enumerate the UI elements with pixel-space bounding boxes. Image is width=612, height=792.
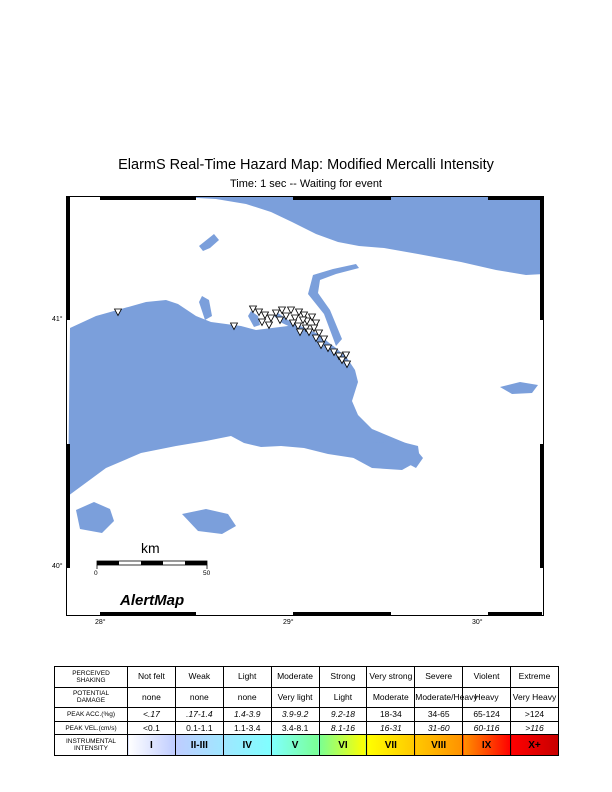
- legend-cell: Moderate: [271, 667, 319, 688]
- legend-cell: 31-60: [415, 721, 463, 735]
- legend-cell: 0.1-1.1: [175, 721, 223, 735]
- map-title: ElarmS Real-Time Hazard Map: Modified Mercalli Intensity: [118, 157, 494, 173]
- alertmap-logo: AlertMap: [120, 592, 185, 609]
- legend-cell: 1.1-3.4: [223, 721, 271, 735]
- legend-cell: Light: [319, 687, 367, 708]
- legend-cell: 8.1-16: [319, 721, 367, 735]
- legend-cell: <.17: [128, 708, 176, 722]
- legend-cell: Light: [223, 667, 271, 688]
- scale-max-label: 50: [203, 570, 211, 577]
- legend-header-damage: POTENTIAL DAMAGE: [55, 687, 128, 708]
- legend-row-acc: [55, 708, 559, 722]
- legend-cell: Moderate: [367, 687, 415, 708]
- legend-cell: Moderate/Heavy: [415, 687, 463, 708]
- legend-row-intensity: [55, 735, 559, 756]
- legend-cell: Extreme: [511, 667, 559, 688]
- intensity-cell: VI: [319, 735, 367, 756]
- scale-min-label: 0: [94, 570, 98, 577]
- legend-cell: <0.1: [128, 721, 176, 735]
- legend-cell: 34-65: [415, 708, 463, 722]
- legend-cell: none: [175, 687, 223, 708]
- legend-cell: >116: [511, 721, 559, 735]
- legend-cell: Violent: [463, 667, 511, 688]
- legend-row-vel: [55, 721, 559, 735]
- legend-cell: Weak: [175, 667, 223, 688]
- legend-cell: Not felt: [128, 667, 176, 688]
- intensity-cell: VII: [367, 735, 415, 756]
- intensity-cell: IX: [463, 735, 511, 756]
- intensity-cell: X+: [511, 735, 559, 756]
- hazard-map[interactable]: [66, 196, 544, 616]
- legend-cell: Strong: [319, 667, 367, 688]
- map-subtitle: Time: 1 sec -- Waiting for event: [229, 178, 382, 190]
- intensity-cell: VIII: [415, 735, 463, 756]
- legend-header-shaking: PERCEIVED SHAKING: [55, 667, 128, 688]
- legend-header-intensity: INSTRUMENTAL INTENSITY: [55, 735, 128, 756]
- legend-cell: 1.4-3.9: [223, 708, 271, 722]
- legend-cell: >124: [511, 708, 559, 722]
- legend-cell: 3.9-9.2: [271, 708, 319, 722]
- intensity-cell: II-III: [175, 735, 223, 756]
- intensity-cell: IV: [223, 735, 271, 756]
- legend-cell: Very light: [271, 687, 319, 708]
- scale-unit: km: [141, 540, 160, 556]
- intensity-cell: V: [271, 735, 319, 756]
- lat-label-40: 40°: [52, 563, 63, 570]
- lat-label-41: 41°: [52, 316, 63, 323]
- legend-header-acc: PEAK ACC.(%g): [55, 708, 128, 722]
- lon-label-28: 28°: [95, 619, 106, 626]
- legend-row-shaking: [55, 667, 559, 688]
- intensity-legend: [54, 666, 559, 756]
- legend-cell: 9.2-18: [319, 708, 367, 722]
- legend-cell: 65-124: [463, 708, 511, 722]
- legend-cell: Heavy: [463, 687, 511, 708]
- legend-cell: Severe: [415, 667, 463, 688]
- legend-row-damage: [55, 687, 559, 708]
- legend-cell: none: [223, 687, 271, 708]
- lon-label-30: 30°: [472, 619, 483, 626]
- lon-label-29: 29°: [283, 619, 294, 626]
- legend-cell: 3.4-8.1: [271, 721, 319, 735]
- legend-cell: 16-31: [367, 721, 415, 735]
- legend-header-vel: PEAK VEL.(cm/s): [55, 721, 128, 735]
- legend-cell: .17-1.4: [175, 708, 223, 722]
- legend-cell: 18-34: [367, 708, 415, 722]
- legend-cell: Very Heavy: [511, 687, 559, 708]
- legend-cell: Very strong: [367, 667, 415, 688]
- legend-cell: none: [128, 687, 176, 708]
- intensity-cell: I: [128, 735, 176, 756]
- legend-cell: 60-116: [463, 721, 511, 735]
